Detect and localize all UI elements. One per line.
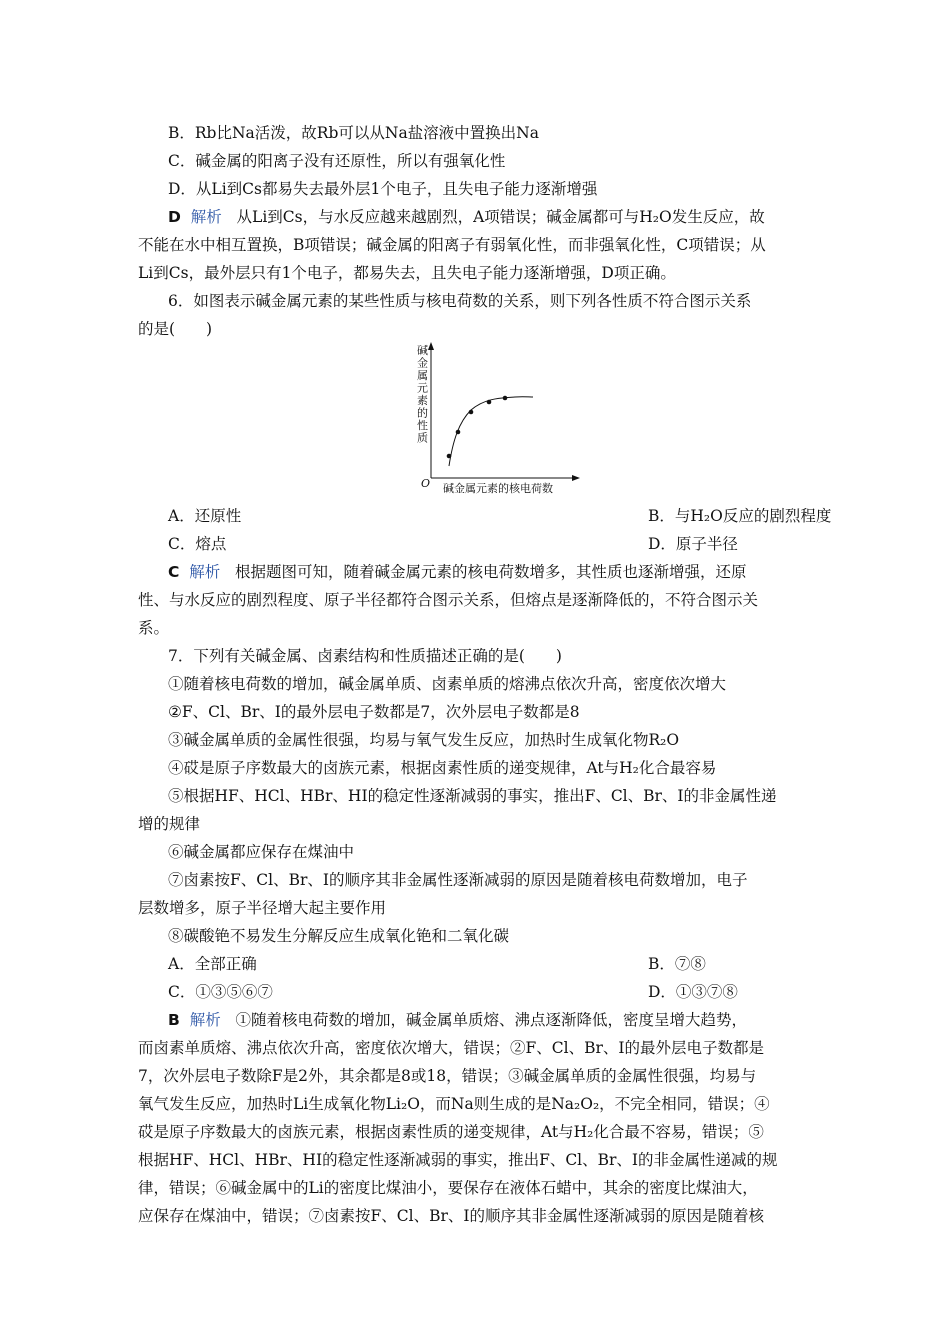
q6-figure-origin: O bbox=[421, 477, 431, 490]
q7-statement-3: ③碱金属单质的金属性很强，均易与氧气发生反应，加热时生成氧化物R₂O bbox=[168, 731, 680, 749]
q6-figure-point-5 bbox=[503, 396, 508, 401]
q7-analysis-line-5: 砹是原子序数最大的卤族元素，根据卤素性质的递变规律，At与H₂化合最不容易，错误；⑤ bbox=[138, 1123, 764, 1141]
q7-statement-7-line-2: 层数增多，原子半径增大起主要作用 bbox=[138, 899, 387, 917]
q6-option-c bbox=[168, 533, 848, 555]
q6-figure-xlabel: 碱金属元素的核电荷数 bbox=[443, 482, 553, 495]
q6-figure bbox=[405, 340, 585, 500]
q6-figure-ylabel bbox=[417, 343, 428, 445]
q6-analysis-text-1: 根据题图可知，随着碱金属元素的核电荷数增多，其性质也逐渐增强，还原 bbox=[235, 563, 747, 581]
q7-analysis-line-4: 氧气发生反应，加热时Li生成氧化物Li₂O，而Na则生成的是Na₂O₂，不完全相同，错误；④ bbox=[138, 1095, 770, 1113]
q6-stem-line-2: 的是( ) bbox=[138, 320, 213, 338]
q6-analysis-line-1 bbox=[168, 561, 848, 583]
q6-figure-point-4 bbox=[487, 400, 492, 405]
q6-option-c-text: C．熔点 bbox=[168, 535, 227, 553]
q7-statement-2: ②F、Cl、Br、I的最外层电子数都是7，次外层电子数都是8 bbox=[168, 703, 580, 721]
q6-analysis-line-2: 性、与水反应的剧烈程度、原子半径都符合图示关系，但熔点是逐渐降低的，不符合图示关 bbox=[138, 591, 759, 609]
q6-figure-ylabel-char: 性 bbox=[417, 419, 428, 432]
q6-option-b: B．与H₂O反应的剧烈程度 bbox=[648, 507, 832, 525]
q6-figure-ylabel-char: 素 bbox=[417, 394, 428, 407]
q7-analysis-label: 解析 bbox=[189, 1011, 221, 1029]
q6-figure-ylabel-char: 金 bbox=[417, 356, 428, 370]
q7-statement-5-line-2: 增的规律 bbox=[138, 815, 201, 833]
q6-analysis-label: 解析 bbox=[189, 563, 221, 581]
q7-analysis-line-6: 根据HF、HCl、HBr、HI的稳定性逐渐减弱的事实，推出F、Cl、Br、I的非金属性递减的规 bbox=[138, 1151, 778, 1169]
q5-analysis-line-3: Li到Cs，最外层只有1个电子，都易失去，且失电子能力逐渐增强，D项正确。 bbox=[138, 264, 676, 282]
q7-analysis-line-3: 7，次外层电子数除F是2外，其余都是8或18，错误；③碱金属单质的金属性很强，均易与 bbox=[138, 1067, 757, 1085]
q6-analysis-line-3: 系。 bbox=[138, 619, 170, 637]
q6-option-a-text: A．还原性 bbox=[168, 507, 242, 525]
q6-figure-y-arrow bbox=[428, 342, 434, 350]
q7-analysis-text-1: ①随着核电荷数的增加，碱金属单质熔、沸点逐渐降低，密度呈增大趋势， bbox=[235, 1011, 747, 1029]
q6-figure-curve bbox=[449, 397, 533, 466]
q7-stem: 7．下列有关碱金属、卤素结构和性质描述正确的是( ) bbox=[168, 647, 562, 665]
q6-figure-ylabel-char: 碱 bbox=[417, 344, 428, 357]
q5-analysis-line-1 bbox=[168, 206, 848, 228]
q5-option-d: D．从Li到Cs都易失去最外层1个电子，且失电子能力逐渐增强 bbox=[168, 180, 598, 198]
q7-statement-6: ⑥碱金属都应保存在煤油中 bbox=[168, 843, 355, 861]
q7-analysis-line-2: 而卤素单质熔、沸点依次升高，密度依次增大，错误；②F、Cl、Br、I的最外层电子数都是 bbox=[138, 1039, 764, 1057]
q6-option-a bbox=[168, 505, 848, 527]
q5-option-c: C．碱金属的阳离子没有还原性，所以有强氧化性 bbox=[168, 152, 506, 170]
q7-option-d: D．①③⑦⑧ bbox=[648, 983, 738, 1001]
q7-analysis-line-1 bbox=[168, 1009, 848, 1031]
q7-option-row-2 bbox=[168, 981, 848, 1003]
q6-option-d: D．原子半径 bbox=[648, 535, 738, 553]
q6-figure-ylabel-char: 质 bbox=[417, 431, 428, 445]
q7-option-a: A．全部正确 bbox=[168, 955, 257, 973]
q6-figure-ylabel-char: 元 bbox=[417, 381, 428, 395]
q7-statement-4: ④砹是原子序数最大的卤族元素，根据卤素性质的递变规律，At与H₂化合最容易 bbox=[168, 759, 717, 777]
q6-figure-point-3 bbox=[469, 410, 474, 415]
q7-option-row-1 bbox=[168, 953, 848, 975]
q7-analysis-line-7: 律，错误；⑥碱金属中的Li的密度比煤油小，要保存在液体石蜡中，其余的密度比煤油大， bbox=[138, 1179, 758, 1197]
q7-statement-8: ⑧碳酸铯不易发生分解反应生成氧化铯和二氧化碳 bbox=[168, 927, 510, 945]
q6-figure-point-2 bbox=[456, 430, 461, 435]
q7-statement-5-line-1: ⑤根据HF、HCl、HBr、HI的稳定性逐渐减弱的事实，推出F、Cl、Br、I的非金属性递 bbox=[168, 787, 777, 805]
q6-figure-ylabel-char: 属 bbox=[417, 369, 428, 382]
q7-answer: B bbox=[168, 1011, 180, 1029]
q7-statement-7-line-1: ⑦卤素按F、Cl、Br、I的顺序其非金属性逐渐减弱的原因是随着核电荷数增加，电子 bbox=[168, 871, 748, 889]
q6-answer: C bbox=[168, 563, 180, 581]
q5-answer: D bbox=[168, 208, 181, 226]
q6-stem-line-1: 6．如图表示碱金属元素的某些性质与核电荷数的关系，则下列各性质不符合图示关系 bbox=[168, 292, 752, 310]
q5-analysis-label: 解析 bbox=[190, 208, 222, 226]
q5-analysis-text-1: 从Li到Cs，与水反应越来越剧烈，A项错误；碱金属都可与H₂O发生反应，故 bbox=[236, 208, 765, 226]
q7-option-c: C．①③⑤⑥⑦ bbox=[168, 983, 273, 1001]
q7-statement-1: ①随着核电荷数的增加，碱金属单质、卤素单质的熔沸点依次升高，密度依次增大 bbox=[168, 675, 727, 693]
q7-option-b: B．⑦⑧ bbox=[648, 955, 706, 973]
q6-figure-x-arrow bbox=[572, 475, 580, 481]
q6-figure-point-1 bbox=[447, 454, 452, 459]
q5-analysis-line-2: 不能在水中相互置换，B项错误；碱金属的阳离子有弱氧化性，而非强氧化性，C项错误；从 bbox=[138, 236, 766, 254]
q7-analysis-line-8: 应保存在煤油中，错误；⑦卤素按F、Cl、Br、I的顺序其非金属性逐渐减弱的原因是随着核 bbox=[138, 1207, 764, 1225]
q6-figure-ylabel-char: 的 bbox=[417, 406, 428, 420]
q5-option-b: B．Rb比Na活泼，故Rb可以从Na盐溶液中置换出Na bbox=[168, 124, 539, 142]
